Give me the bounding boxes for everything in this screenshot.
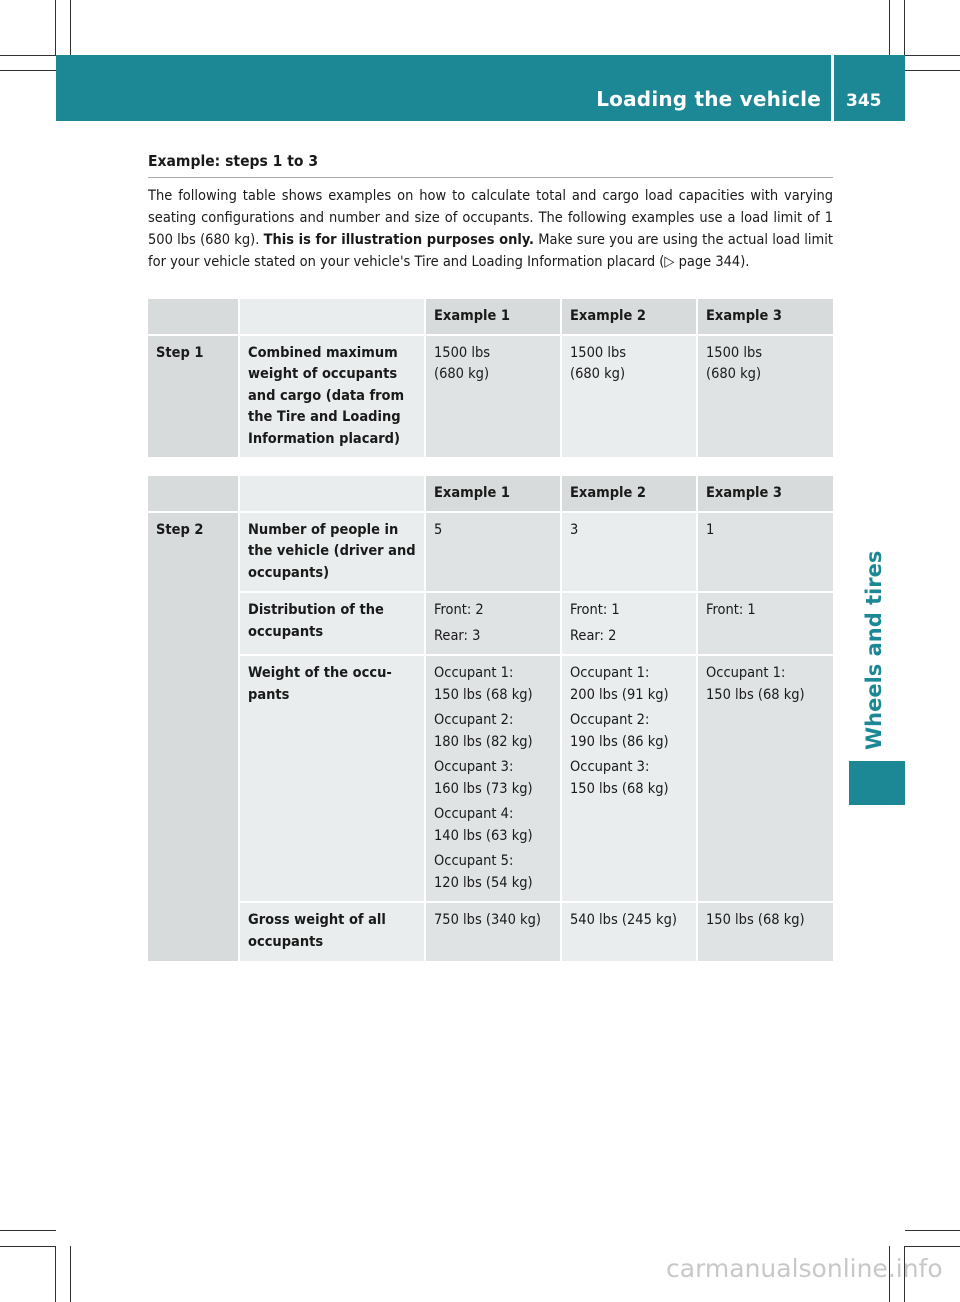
step1-table	[148, 299, 833, 457]
intro-text: The following table shows examples on how to calculate total and cargo load capacities with varying seating configurations and number and size of occupants. The following examples use a load limit of 1 500 lbs (680 kg).	[148, 188, 833, 248]
table-row	[148, 655, 833, 902]
table-header-row	[148, 476, 833, 512]
value-cell: 1	[697, 512, 833, 593]
step2-table	[148, 476, 833, 961]
section-divider	[148, 177, 833, 178]
value-cell: 3	[561, 512, 697, 593]
table-row	[148, 335, 833, 458]
value-cell: Occupant 1: 150 lbs (68 kg)	[697, 655, 833, 902]
header-cell-empty	[239, 476, 425, 512]
value-cell: 1500 lbs (680 kg)	[561, 335, 697, 458]
crop-mark	[0, 70, 56, 71]
intro-text: page 344).	[674, 254, 750, 270]
row-label: Gross weight of all occupants	[239, 902, 425, 961]
watermark: carmanualsonline.info	[666, 1254, 943, 1283]
page-reference-icon: ▷	[664, 254, 675, 270]
value-cell: 150 lbs (68 kg)	[697, 902, 833, 961]
page-header	[56, 55, 905, 121]
intro-text: Make sure you are using the actual load limit for your vehicle stated on your vehicle's Tire and Loading Information placard (	[148, 232, 833, 270]
chapter-tab-marker	[849, 761, 905, 805]
header-cell-empty	[148, 299, 239, 335]
value-cell: Occupant 1: 200 lbs (91 kg) Occupant 2: 190 lbs (86 kg) Occupant 3: 150 lbs (68 kg)	[561, 655, 697, 902]
intro-emphasis: This is for illustration purposes only.	[263, 232, 534, 248]
crop-mark	[55, 0, 56, 56]
column-header: Example 1	[425, 299, 561, 335]
row-label: Combined maximum weight of occupants and cargo (data from the Tire and Loading Information placard)	[239, 335, 425, 458]
step-label: Step 1	[148, 335, 239, 458]
row-label: Number of people in the vehicle (driver and occupants)	[239, 512, 425, 593]
value-cell: Front: 2 Rear: 3	[425, 592, 561, 655]
crop-mark	[889, 0, 890, 56]
table-row	[148, 902, 833, 961]
step-label: Step 2	[148, 512, 239, 962]
value-cell: 540 lbs (245 kg)	[561, 902, 697, 961]
value-cell: 1500 lbs (680 kg)	[425, 335, 561, 458]
intro-paragraph	[148, 185, 833, 273]
row-label: Weight of the occu-pants	[239, 655, 425, 902]
header-cell-empty	[239, 299, 425, 335]
header-title: Loading the vehicle	[596, 87, 821, 111]
crop-mark	[905, 55, 960, 56]
column-header: Example 3	[697, 299, 833, 335]
crop-mark	[905, 1246, 960, 1247]
crop-mark	[0, 55, 56, 56]
section-title: Example: steps 1 to 3	[148, 152, 319, 170]
column-header: Example 3	[697, 476, 833, 512]
table-row	[148, 592, 833, 655]
table-row	[148, 512, 833, 593]
column-header: Example 2	[561, 476, 697, 512]
header-cell-empty	[148, 476, 239, 512]
crop-mark	[70, 1246, 71, 1302]
page-number: 345	[846, 91, 882, 111]
value-cell: 1500 lbs (680 kg)	[697, 335, 833, 458]
column-header: Example 1	[425, 476, 561, 512]
crop-mark	[0, 1230, 56, 1231]
table-header-row	[148, 299, 833, 335]
row-label: Distribution of the occupants	[239, 592, 425, 655]
crop-mark	[55, 1246, 56, 1302]
value-cell: 750 lbs (340 kg)	[425, 902, 561, 961]
crop-mark	[0, 1246, 56, 1247]
crop-mark	[904, 0, 905, 56]
column-header: Example 2	[561, 299, 697, 335]
crop-mark	[70, 0, 71, 56]
chapter-tab-label: Wheels and tires	[862, 550, 886, 750]
value-cell: 5	[425, 512, 561, 593]
value-cell: Occupant 1: 150 lbs (68 kg) Occupant 2: 180 lbs (82 kg) Occupant 3: 160 lbs (73 kg) Occupant 4: 140 lbs (63 kg) Occupant 5: 120 lbs (54 kg)	[425, 655, 561, 902]
header-divider	[831, 55, 834, 121]
value-cell: Front: 1 Rear: 2	[561, 592, 697, 655]
crop-mark	[905, 70, 960, 71]
crop-mark	[905, 1230, 960, 1231]
value-cell: Front: 1	[697, 592, 833, 655]
